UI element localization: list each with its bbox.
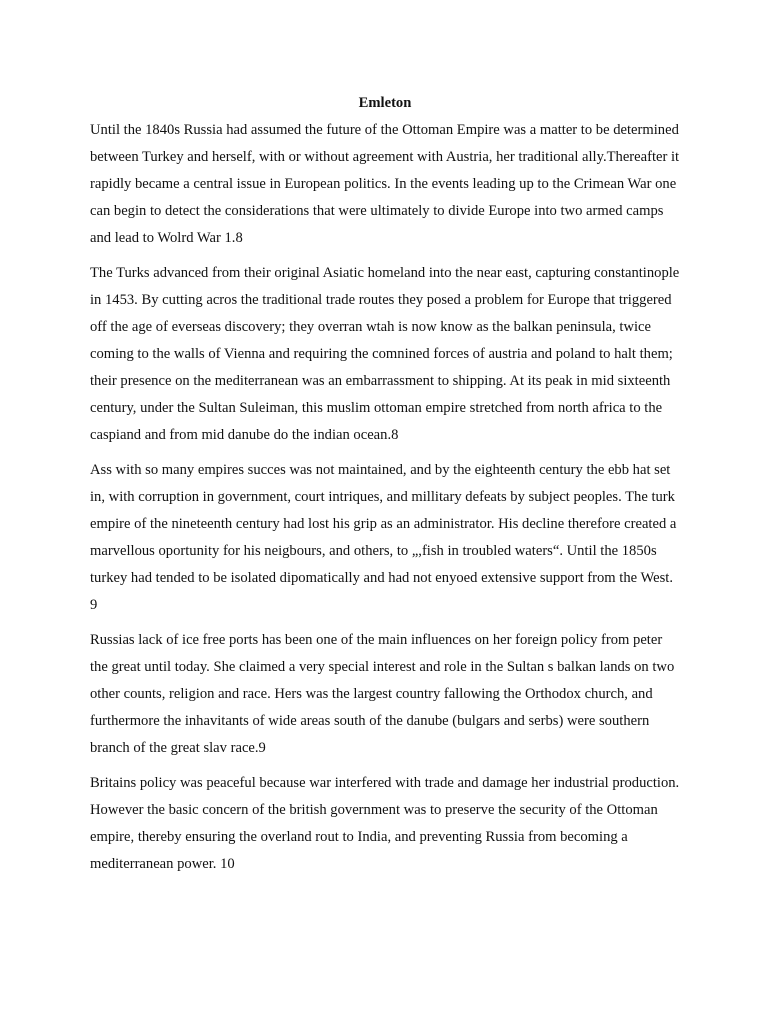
- document-body: [90, 90, 680, 886]
- document-title: Emleton: [358, 95, 412, 111]
- paragraph-1: Until the 1840s Russia had assumed the future of the Ottoman Empire was a matter to be determined between Turkey and herself, with or without agreement with Austria, her traditional ally.Thereafter it rapidly became a central issue in European politics. In the events leading up to the Crimean War one can begin to detect the considerations that were ultimately to divide Europe into two armed camps and lead to Wolrd War 1.8: [90, 122, 680, 246]
- paragraph-5: Britains policy was peaceful because war interfered with trade and damage her industrial production. However the basic concern of the british government was to preserve the security of the Ottoman empire, thereby ensuring the overland rout to India, and preventing Russia from becoming a mediterranean power. 10: [90, 775, 680, 872]
- paragraph-3: Ass with so many empires succes was not maintained, and by the eighteenth century the ebb hat set in, with corruption in government, court intriques, and millitary defeats by subject peoples. The turk empire of the nineteenth century had lost his grip as an administrator. His decline therefore created a marvellous oportunity for his neigbours, and others, to „,fish in troubled waters“. Until the 1850s turkey had tended to be isolated dipomatically and had not enyoed extensive support from the West. 9: [90, 462, 677, 613]
- paragraph-4: Russias lack of ice free ports has been one of the main influences on her foreign policy from peter the great until today. She claimed a very special interest and role in the Sultan s balkan lands on two other counts, religion and race. Hers was the largest country fallowing the Orthodox church, and furthermore the inhavitants of wide areas south of the danube (bulgars and serbs) were southern branch of the great slav race.9: [90, 632, 675, 756]
- paragraph-2: The Turks advanced from their original Asiatic homeland into the near east, capturing constantinople in 1453. By cutting acros the traditional trade routes they posed a problem for Europe that triggered off the age of everseas discovery; they overran wtah is now know as the balkan peninsula, twice coming to the walls of Vienna and requiring the comnined forces of austria and poland to halt them; their presence on the mediterranean was an embarrassment to shipping. At its peak in mid sixteenth century, under the Sultan Suleiman, this muslim ottoman empire stretched from north africa to the caspiand and from mid danube do the indian ocean.8: [90, 265, 680, 443]
